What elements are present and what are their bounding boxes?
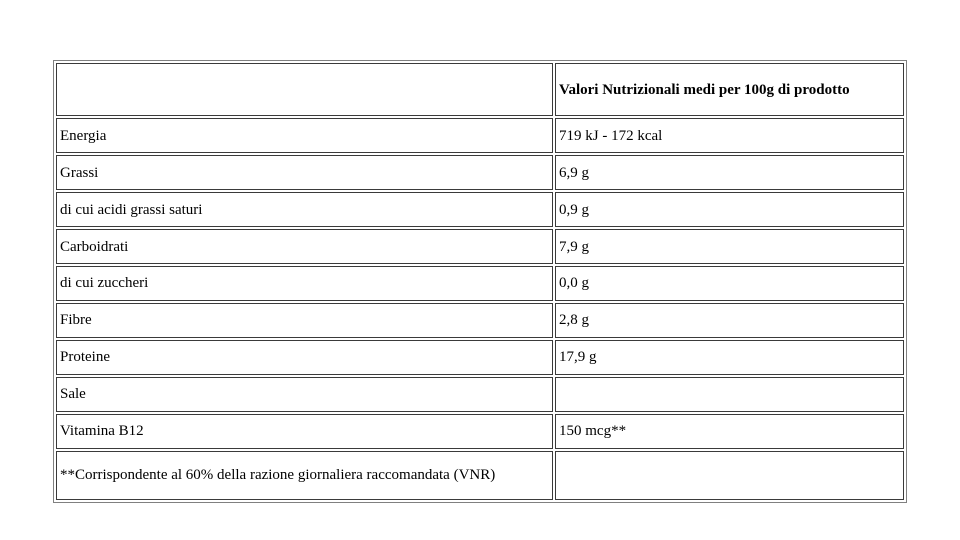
nutrient-label: Grassi bbox=[56, 155, 553, 190]
table-row bbox=[56, 266, 904, 301]
nutrient-value: 7,9 g bbox=[555, 229, 904, 264]
nutrient-value: 719 kJ - 172 kcal bbox=[555, 118, 904, 153]
nutrient-value bbox=[555, 377, 904, 412]
table-row bbox=[56, 303, 904, 338]
header-title-cell: Valori Nutrizionali medi per 100g di prodotto bbox=[555, 63, 904, 116]
nutrient-label: Proteine bbox=[56, 340, 553, 375]
nutrient-value: 17,9 g bbox=[555, 340, 904, 375]
nutrition-table bbox=[53, 60, 907, 503]
footnote-text: **Corrispondente al 60% della razione giornaliera raccomandata (VNR) bbox=[56, 451, 553, 500]
nutrient-label: Energia bbox=[56, 118, 553, 153]
table-row bbox=[56, 155, 904, 190]
nutrient-label: Carboidrati bbox=[56, 229, 553, 264]
table-row bbox=[56, 192, 904, 227]
table-row bbox=[56, 414, 904, 449]
nutrient-value: 0,0 g bbox=[555, 266, 904, 301]
table-row bbox=[56, 377, 904, 412]
table-header-row bbox=[56, 63, 904, 116]
nutrient-value: 0,9 g bbox=[555, 192, 904, 227]
nutrient-label: Fibre bbox=[56, 303, 553, 338]
nutrient-label: di cui zuccheri bbox=[56, 266, 553, 301]
footnote-empty-cell bbox=[555, 451, 904, 500]
nutrient-label: di cui acidi grassi saturi bbox=[56, 192, 553, 227]
footnote-row bbox=[56, 451, 904, 500]
nutrient-label: Vitamina B12 bbox=[56, 414, 553, 449]
header-empty-cell bbox=[56, 63, 553, 116]
table-row bbox=[56, 118, 904, 153]
table-row bbox=[56, 229, 904, 264]
nutrient-value: 2,8 g bbox=[555, 303, 904, 338]
table-row bbox=[56, 340, 904, 375]
nutrient-value: 6,9 g bbox=[555, 155, 904, 190]
nutrient-label: Sale bbox=[56, 377, 553, 412]
nutrient-value: 150 mcg** bbox=[555, 414, 904, 449]
